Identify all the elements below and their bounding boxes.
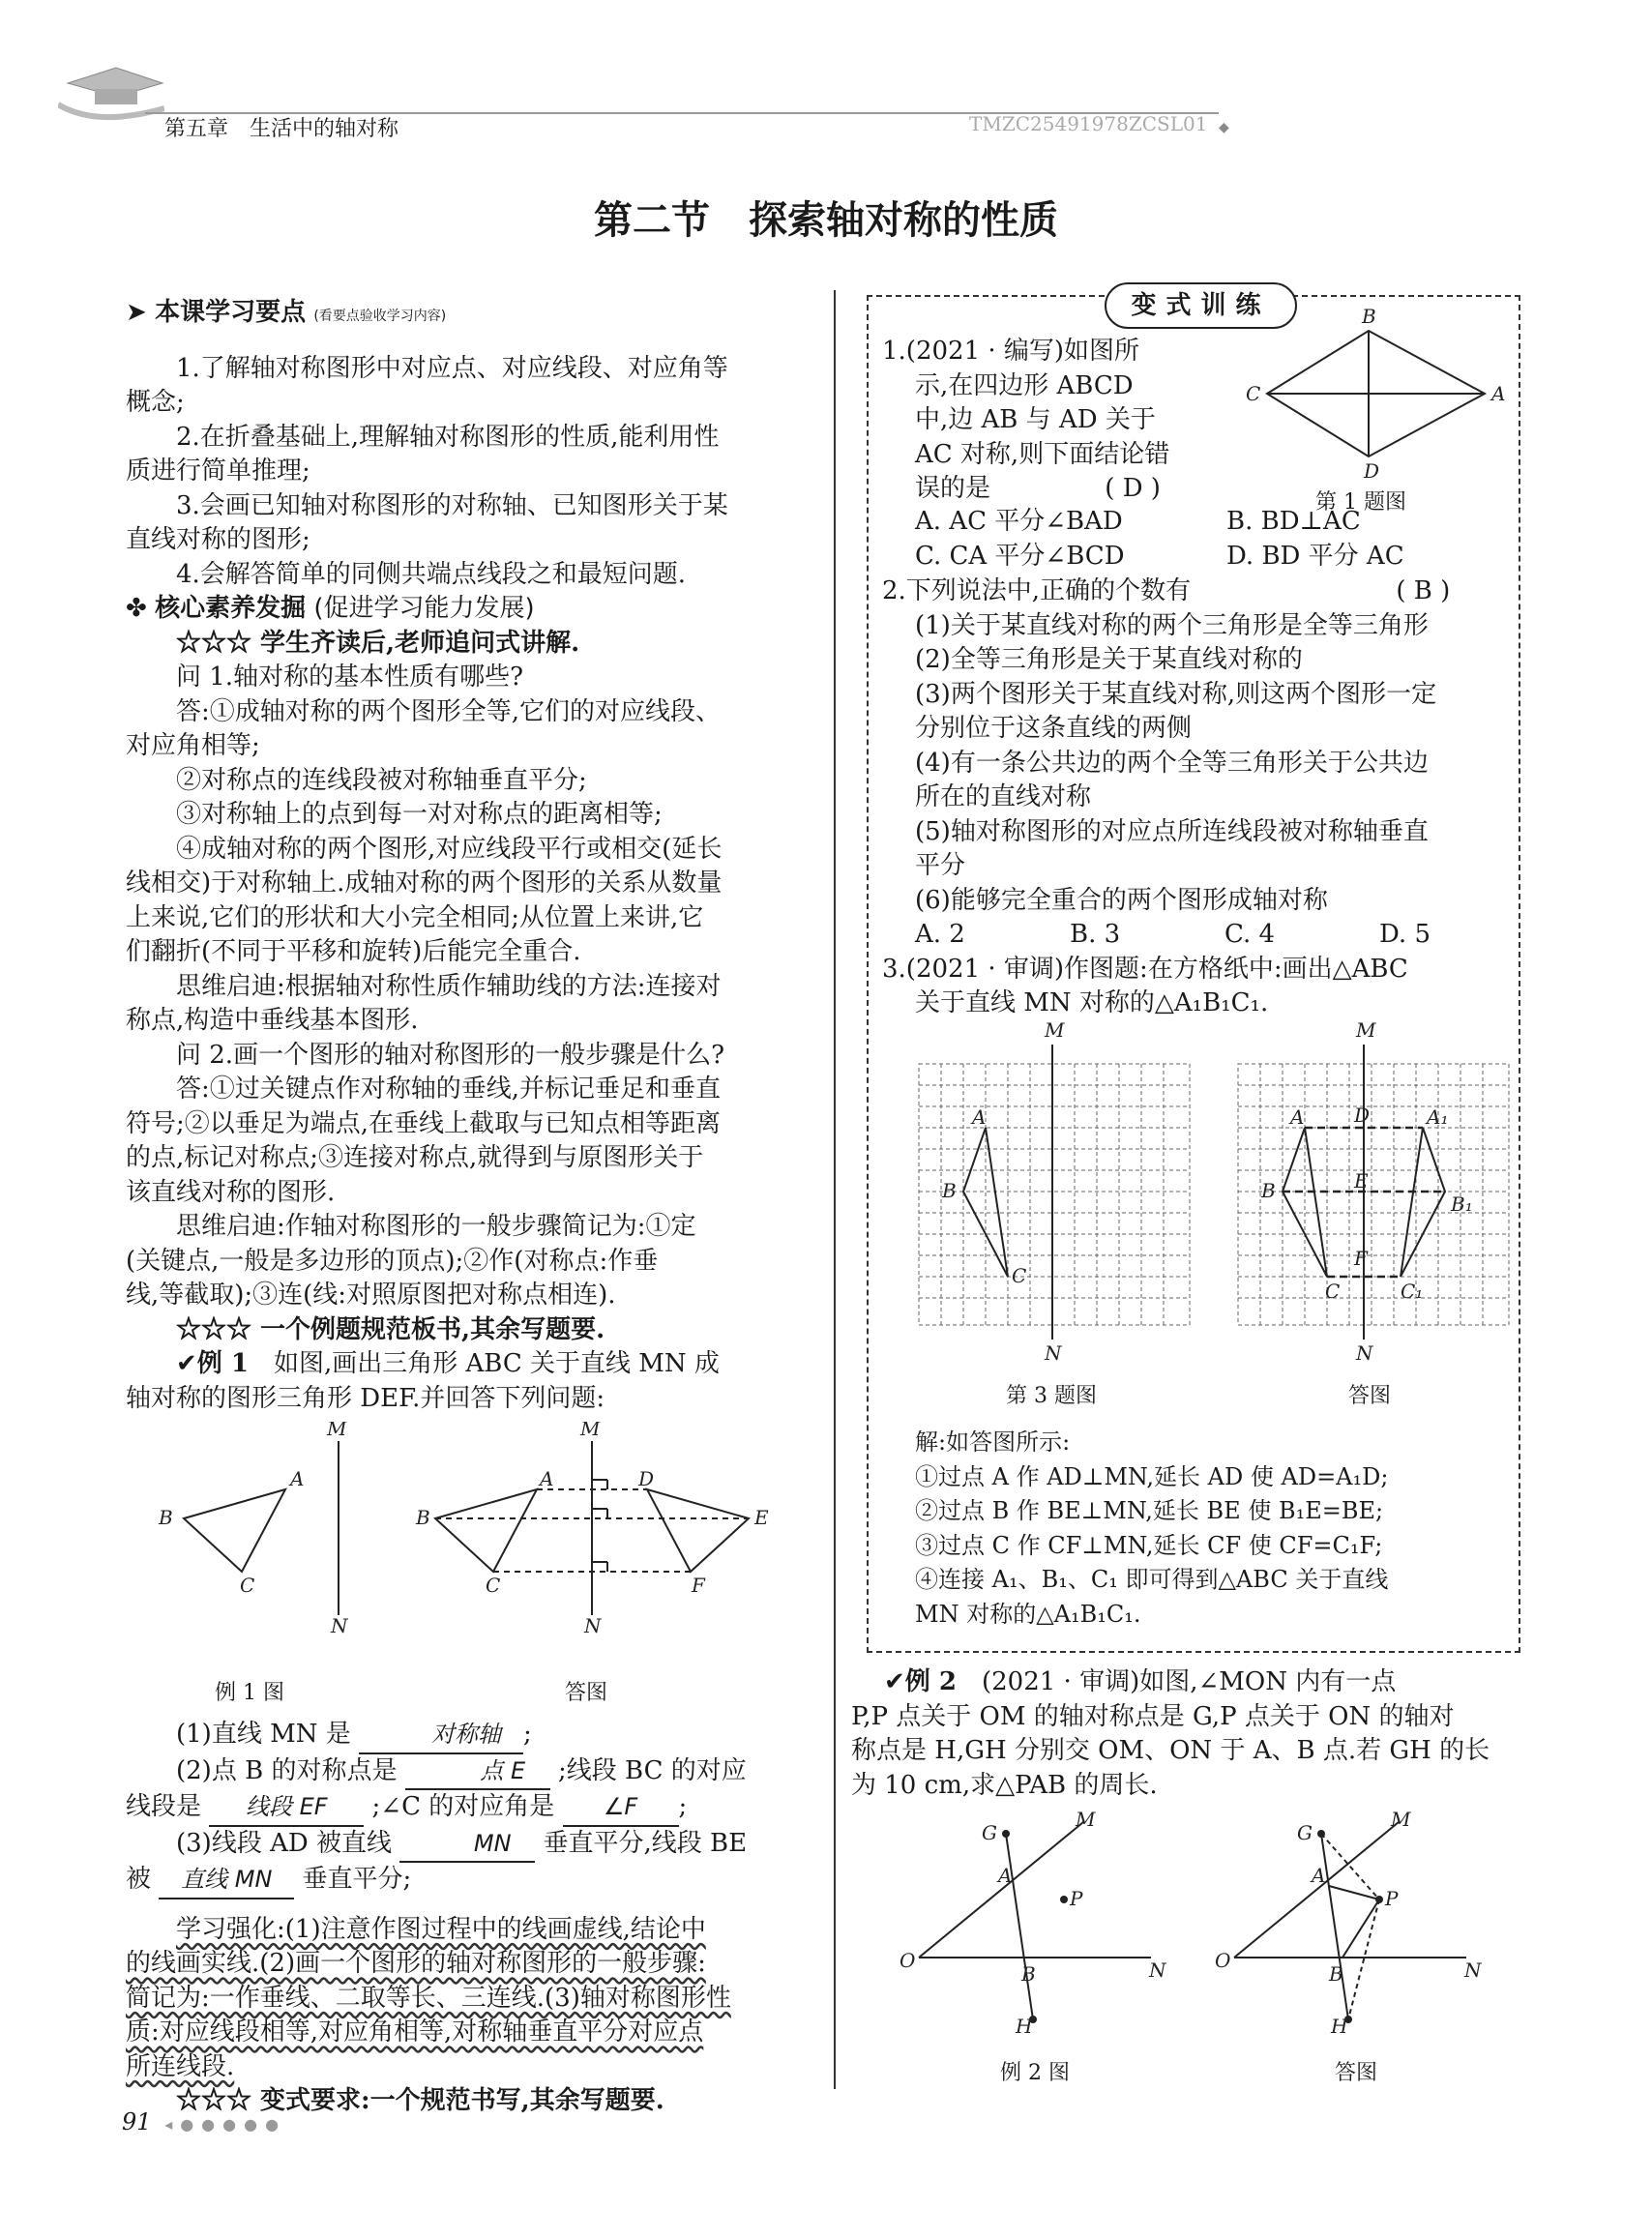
qa-line: 思维启迪:根据轴对称性质作辅助线的方法:连接对 [176,971,722,1001]
qa-line: 线相交)于对称轴上.成轴对称的两个图形的关系从数量 [126,869,723,898]
svg-text:B: B [159,1506,173,1529]
question-3-answer-figure [1219,1016,1528,1364]
board-instruction: ☆☆☆ 一个例题规范板书,其余写题要. [176,1314,605,1344]
svg-text:E: E [754,1506,769,1529]
section-heading-goals: ➤ 本课学习要点 (看要点验收学习内容) [126,298,447,327]
qa-line: 问 1.轴对称的基本性质有哪些? [176,663,524,692]
q2-option: C. 4 [1224,920,1276,949]
example-1-stem-cont: 轴对称的图形三角形 DEF.并回答下列问题: [126,1383,605,1413]
figure-caption-ans1: 答图 [565,1681,608,1705]
header-rule [145,112,1219,114]
fill-blank: ∠F [563,1790,679,1827]
svg-text:C: C [1012,1264,1027,1287]
svg-text:B: B [1021,1962,1036,1986]
svg-text:E: E [1354,1169,1369,1193]
svg-text:F: F [692,1574,705,1597]
left-column [126,296,812,1416]
svg-text:C: C [1325,1280,1341,1303]
example-2: ✔例 2 (2021 · 审调)如图,∠MON 内有一点 P,P 点关于 OM 的轴对称点是 G,P 点关于 ON 的轴对 称点是 H,GH 分别交 OM、ON 于 A、B 点.若 GH 的长 为 10 cm,求△PAB 的周长. [851,1665,1519,1803]
question-3-figure [900,1016,1209,1364]
figure-caption-ex2: 例 2 图 [1000,2061,1070,2085]
qa-line: 线,等截取);③连(线:对照原图把对称点相连). [126,1281,616,1310]
qa-line: (关键点,一般是多边形的顶点);②作(对称点:作垂 [126,1246,659,1276]
q2-stem: 2.下列说法中,正确的个数有 [882,576,1192,605]
svg-text:A: A [998,1864,1013,1887]
page-code: TMZC25491978ZCSL01 [969,112,1208,135]
q1-answer: ( D ) [1105,474,1161,503]
goal-line: 3.会画已知轴对称图形的对称轴、已知图形关于某 [176,490,728,520]
qa-block [126,661,812,1313]
q2-option: B. 3 [1070,920,1121,949]
section-heading-core: ✤ 核心素养发掘 (促进学习能力发展) [126,594,535,623]
question-1-figure [1238,302,1519,486]
qa-line: 上来说,它们的形状和大小完全相同;从位置上来讲,它 [126,902,704,932]
svg-text:H: H [1331,2015,1348,2038]
svg-text:N: N [1045,1341,1062,1364]
qa-line: 们翻折(不同于平移和旋转)后能完全重合. [126,937,581,966]
q2-item: (4)有一条公共边的两个全等三角形关于公共边 [915,748,1429,778]
q1-line: 中,边 AB 与 AD 关于 [915,405,1156,434]
question-3-solution [915,1426,1515,1632]
example-2-figure [900,1811,1190,2052]
example-2-answer-figure [1215,1811,1505,2052]
svg-text:A: A [540,1467,554,1490]
svg-text:A: A [290,1467,305,1490]
svg-text:P: P [1070,1887,1083,1910]
qa-line: 答:①成轴对称的两个图形全等,它们的对应线段、 [176,696,722,726]
variant-training-badge: 变式训练 [1105,282,1297,329]
chapter-header [58,58,1606,141]
question-2 [882,574,1511,1021]
q3-line: 关于直线 MN 对称的△A₁B₁C₁. [915,988,1269,1017]
q2-item: 分别位于这条直线的两侧 [915,714,1193,743]
q1-line: AC 对称,则下面结论错 [915,439,1170,469]
svg-text:N: N [1149,1958,1166,1982]
svg-text:P: P [1385,1887,1399,1910]
q2-item: (1)关于某直线对称的两个三角形是全等三角形 [915,610,1429,640]
qa-line: 该直线对称的图形. [126,1177,336,1207]
svg-text:M: M [327,1422,347,1440]
goal-line: 质进行简单推理; [126,456,310,486]
svg-text:D: D [1364,459,1380,483]
solution-line: ①过点 A 作 AD⊥MN,延长 AD 使 AD=A₁D; [915,1462,1389,1490]
fill-blank: 直线 MN [159,1863,294,1899]
svg-text:G: G [982,1821,997,1844]
answer-line-2: (2)点 B 的对称点是 点 E ;线段 BC 的对应 [126,1754,812,1791]
solution-line: ③过点 C 作 CF⊥MN,延长 CF 使 CF=C₁F; [915,1531,1383,1559]
svg-text:A: A [1491,382,1506,405]
answer-line-4: (3)线段 AD 被直线 MN 垂直平分,线段 BE [126,1827,812,1864]
example-1-figure [145,1422,822,1673]
learning-goals [126,352,812,593]
svg-text:B: B [416,1506,430,1529]
answer-line-1: (1)直线 MN 是 对称轴 ; [126,1718,812,1754]
q2-option: D. 5 [1379,920,1431,949]
svg-text:A₁: A₁ [1427,1105,1449,1129]
svg-text:O: O [900,1949,916,1972]
svg-text:F: F [1354,1247,1368,1270]
figure-caption-ans2: 答图 [1335,2061,1378,2085]
figure-caption-q3: 第 3 题图 [1006,1384,1097,1408]
qa-line: 对应角相等; [126,731,260,760]
question-1 [882,335,1279,507]
svg-text:B: B [1329,1962,1343,1986]
svg-text:C: C [486,1574,501,1597]
svg-text:B: B [1362,305,1376,328]
qa-line: 思维启迪:作轴对称图形的一般步骤简记为:①定 [176,1212,696,1241]
page-title: 第二节 探索轴对称的性质 [594,198,1058,243]
qa-line: 的点,标记对称点;③连接对称点,就得到与原图形关于 [126,1143,704,1172]
fill-blank: 线段 EF [209,1790,364,1827]
goal-line: 4.会解答简单的同侧共端点线段之和最短问题. [176,559,687,589]
qa-line: 问 2.画一个图形的轴对称图形的一般步骤是什么? [176,1040,725,1070]
fill-blank: 点 E [405,1754,550,1791]
svg-text:H: H [1016,2015,1033,2038]
fill-blank: MN [399,1827,535,1864]
q3-line: 3.(2021 · 审调)作图题:在方格纸中:画出△ABC [882,954,1408,984]
q1-option: B. BD⊥AC [1226,507,1361,536]
check-icon: ✔ [176,1349,197,1378]
svg-text:C: C [240,1574,255,1597]
q1-line: 1.(2021 · 编写)如图所 [882,337,1140,366]
q2-item: (3)两个图形关于某直线对称,则这两个图形一定 [915,679,1437,709]
variant-instruction: ☆☆☆ 变式要求:一个规范书写,其余写题要. [176,2086,664,2115]
solution-line: MN 对称的△A₁B₁C₁. [915,1600,1141,1628]
q1-line: 示,在四边形 ABCD [915,370,1134,400]
svg-text:D: D [1354,1104,1371,1127]
svg-text:M: M [1076,1811,1096,1831]
qa-line: 称点,构造中垂线基本图形. [126,1006,419,1035]
svg-text:N: N [331,1614,348,1637]
svg-text:N: N [584,1614,602,1637]
solution-line: ④连接 A₁、B₁、C₁ 即可得到△ABC 关于直线 [915,1566,1389,1593]
q2-item: 所在的直线对称 [915,782,1092,811]
q2-item: (6)能够完全重合的两个图形成轴对称 [915,885,1328,915]
q2-item: 平分 [915,851,966,880]
q1-line: 误的是 ( D ) [915,474,1161,503]
page-number: 91 ◂●●●●● [122,2108,287,2135]
goal-line: 直线对称的图形; [126,525,310,554]
svg-text:C₁: C₁ [1401,1280,1424,1303]
ex2-line: 称点是 H,GH 分别交 OM、ON 于 A、B 点.若 GH 的长 [851,1736,1490,1765]
solution-line: 解:如答图所示: [915,1428,1071,1456]
qa-line: ④成轴对称的两个图形,对应线段平行或相交(延长 [176,834,723,864]
qa-line: ②对称点的连线段被对称轴垂直平分; [176,765,587,795]
svg-text:B: B [1261,1179,1276,1202]
example-1-answers [126,1718,812,2119]
q2-item: (2)全等三角形是关于某直线对称的 [915,645,1303,674]
check-icon: ✔ [884,1667,905,1696]
strengthen-line: 学习强化:(1)注意作图过程中的线画虚线,结论中 [176,1914,706,1944]
fill-blank: 对称轴 [359,1718,523,1754]
answer-line-3: 线段是 线段 EF ;∠C 的对应角是 ∠F ; [126,1790,812,1827]
qa-line: 答:①过关键点作对称轴的垂线,并标记垂足和垂直 [176,1075,722,1104]
svg-text:A: A [972,1105,987,1129]
qa-line: ③对称轴上的点到每一对对称点的距离相等; [176,800,663,829]
goal-line: 1.了解轴对称图形中对应点、对应线段、对应角等 [176,353,728,383]
svg-text:M: M [580,1422,601,1440]
strengthen-line: 简记为:一作垂线、二取等长、三连线.(3)轴对称图形性 [126,1983,731,2013]
svg-text:A: A [1290,1105,1305,1129]
example-1-stem: ✔例 1 如图,画出三角形 ABC 关于直线 MN 成 [176,1349,720,1378]
figure-caption-q1: 第 1 题图 [1315,490,1406,515]
goal-line: 概念; [126,388,185,417]
svg-text:B: B [942,1179,957,1202]
svg-text:M: M [1391,1811,1411,1831]
read-instruction: ☆☆☆ 学生齐读后,老师追问式讲解. [176,628,580,658]
question-1-options [915,505,1515,574]
arrow-icon: ➤ [126,298,147,327]
column-divider [834,290,836,2089]
figure-caption-q3-answer: 答图 [1348,1384,1392,1408]
q2-option: A. 2 [915,920,965,949]
strengthen-line: 质:对应线段相等,对应角相等,对称轴垂直平分对应点 [126,2017,704,2047]
strengthen-line: 所连线段. [126,2051,235,2081]
answer-line-5: 被 直线 MN 垂直平分; [126,1863,812,1899]
q2-item: (5)轴对称图形的对应点所连线段被对称轴垂直 [915,816,1429,846]
graduation-cap-icon [58,66,164,124]
q1-option: D. BD 平分 AC [1226,541,1404,571]
q1-option: C. CA 平分∠BCD [915,541,1125,571]
chapter-title: 第五章 生活中的轴对称 [164,117,399,141]
svg-text:B₁: B₁ [1451,1193,1473,1216]
ex2-line: 为 10 cm,求△PAB 的周长. [851,1770,1158,1800]
goal-line: 2.在折叠基础上,理解轴对称图形的性质,能利用性 [176,422,720,452]
figure-caption-ex1: 例 1 图 [215,1681,284,1705]
svg-text:M: M [1356,1018,1376,1042]
q2-answer: ( B ) [1396,576,1451,605]
ex2-line: P,P 点关于 OM 的轴对称点是 G,P 点关于 ON 的轴对 [851,1701,1455,1731]
strengthen-block [126,1913,812,2085]
svg-text:C: C [1246,382,1261,405]
solution-line: ②过点 B 作 BE⊥MN,延长 BE 使 B₁E=BE; [915,1497,1384,1524]
strengthen-line: 的线画实线.(2)画一个图形的轴对称图形的一般步骤: [126,1949,706,1978]
svg-text:G: G [1297,1821,1313,1844]
svg-text:A: A [1312,1864,1326,1887]
svg-text:D: D [638,1467,655,1490]
qa-line: 符号;②以垂足为端点,在垂线上截取与已知点相等距离 [126,1108,722,1138]
page-dots-icon: ◂●●●●● [164,2115,287,2134]
gear-icon: ✤ [126,594,147,623]
svg-text:M: M [1045,1018,1065,1042]
svg-text:N: N [1356,1341,1373,1364]
svg-text:O: O [1215,1949,1231,1972]
header-diamond-icon: ◆ [1219,120,1229,135]
q1-option: A. AC 平分∠BAD [915,507,1123,536]
svg-text:N: N [1464,1958,1482,1982]
